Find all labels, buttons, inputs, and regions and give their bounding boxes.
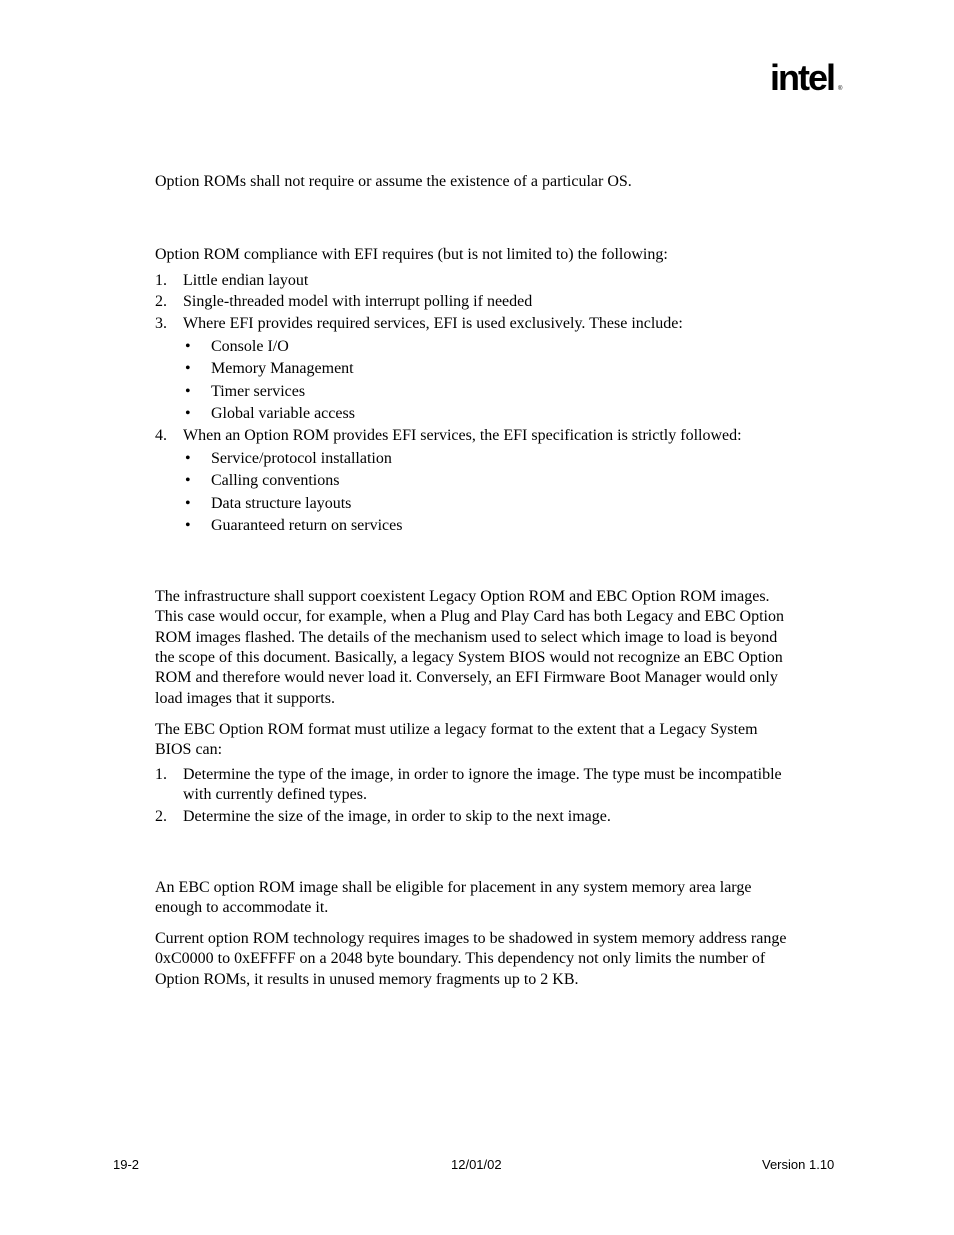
text-line: The infrastructure shall support coexistent Legacy Option ROM and EBC Option ROM images. (155, 588, 770, 605)
text-line: load images that it supports. (155, 690, 335, 707)
bullet-icon: • (185, 495, 191, 512)
list-number: 1. (155, 272, 167, 289)
text-line: the scope of this document. Basically, a legacy System BIOS would not recognize an EBC Option (155, 649, 783, 666)
bullet-icon: • (185, 338, 191, 355)
bullet-text: Service/protocol installation (211, 450, 392, 467)
footer-version: Version 1.10 (762, 1157, 835, 1172)
bullet-text: Timer services (211, 383, 306, 400)
bullet-text: Guaranteed return on services (211, 517, 403, 534)
list-number: 2. (155, 808, 167, 825)
text-line: ROM images flashed. The details of the mechanism used to select which image to load is beyond (155, 629, 778, 646)
list-text: Where EFI provides required services, EFI is used exclusively. These include: (183, 315, 683, 332)
text-line: 0xC0000 to 0xEFFFF on a 2048 byte boundary. This dependency not only limits the number of (155, 950, 766, 967)
text-line: enough to accommodate it. (155, 899, 329, 916)
list-number: 4. (155, 427, 167, 444)
list-text: Determine the size of the image, in order to skip to the next image. (183, 808, 611, 825)
list-number: 1. (155, 766, 167, 783)
bullet-text: Console I/O (211, 338, 289, 355)
bullet-text: Data structure layouts (211, 495, 352, 512)
list-text: Determine the type of the image, in order to ignore the image. The type must be incompatible (183, 766, 782, 783)
bullet-icon: • (185, 360, 191, 377)
list-text: with currently defined types. (183, 786, 367, 803)
page-number: 19-2 (113, 1157, 140, 1172)
intel-logo (770, 58, 850, 106)
bullet-icon: • (185, 450, 191, 467)
bullet-icon: • (185, 517, 191, 534)
bullet-icon: • (185, 383, 191, 400)
footer-date: 12/01/02 (451, 1157, 502, 1172)
section1-text: Option ROMs shall not require or assume the existence of a particular OS. (155, 173, 632, 190)
section2-intro: Option ROM compliance with EFI requires (but is not limited to) the following: (155, 246, 668, 263)
text-line: This case would occur, for example, when a Plug and Play Card has both Legacy and EBC Option (155, 608, 784, 625)
bullet-text: Global variable access (211, 405, 355, 422)
bullet-icon: • (185, 472, 191, 489)
bullet-text: Calling conventions (211, 472, 340, 489)
bullet-icon: • (185, 405, 191, 422)
list-number: 3. (155, 315, 167, 332)
text-line: The EBC Option ROM format must utilize a legacy format to the extent that a Legacy System (155, 721, 758, 738)
text-line: ROM and therefore would never load it. Conversely, an EFI Firmware Boot Manager would only (155, 669, 778, 686)
bullet-text: Memory Management (211, 360, 354, 377)
list-text: Little endian layout (183, 272, 309, 289)
text-line: BIOS can: (155, 741, 223, 758)
text-line: Current option ROM technology requires images to be shadowed in system memory address range (155, 930, 787, 947)
text-line: Option ROMs, it results in unused memory fragments up to 2 KB. (155, 971, 579, 988)
list-text: When an Option ROM provides EFI services, the EFI specification is strictly followed: (183, 427, 742, 444)
registered-mark: ® (838, 86, 843, 92)
logo-text: intel (770, 57, 835, 98)
list-text: Single-threaded model with interrupt polling if needed (183, 293, 533, 310)
text-line: An EBC option ROM image shall be eligible for placement in any system memory area large (155, 879, 752, 896)
list-number: 2. (155, 293, 167, 310)
